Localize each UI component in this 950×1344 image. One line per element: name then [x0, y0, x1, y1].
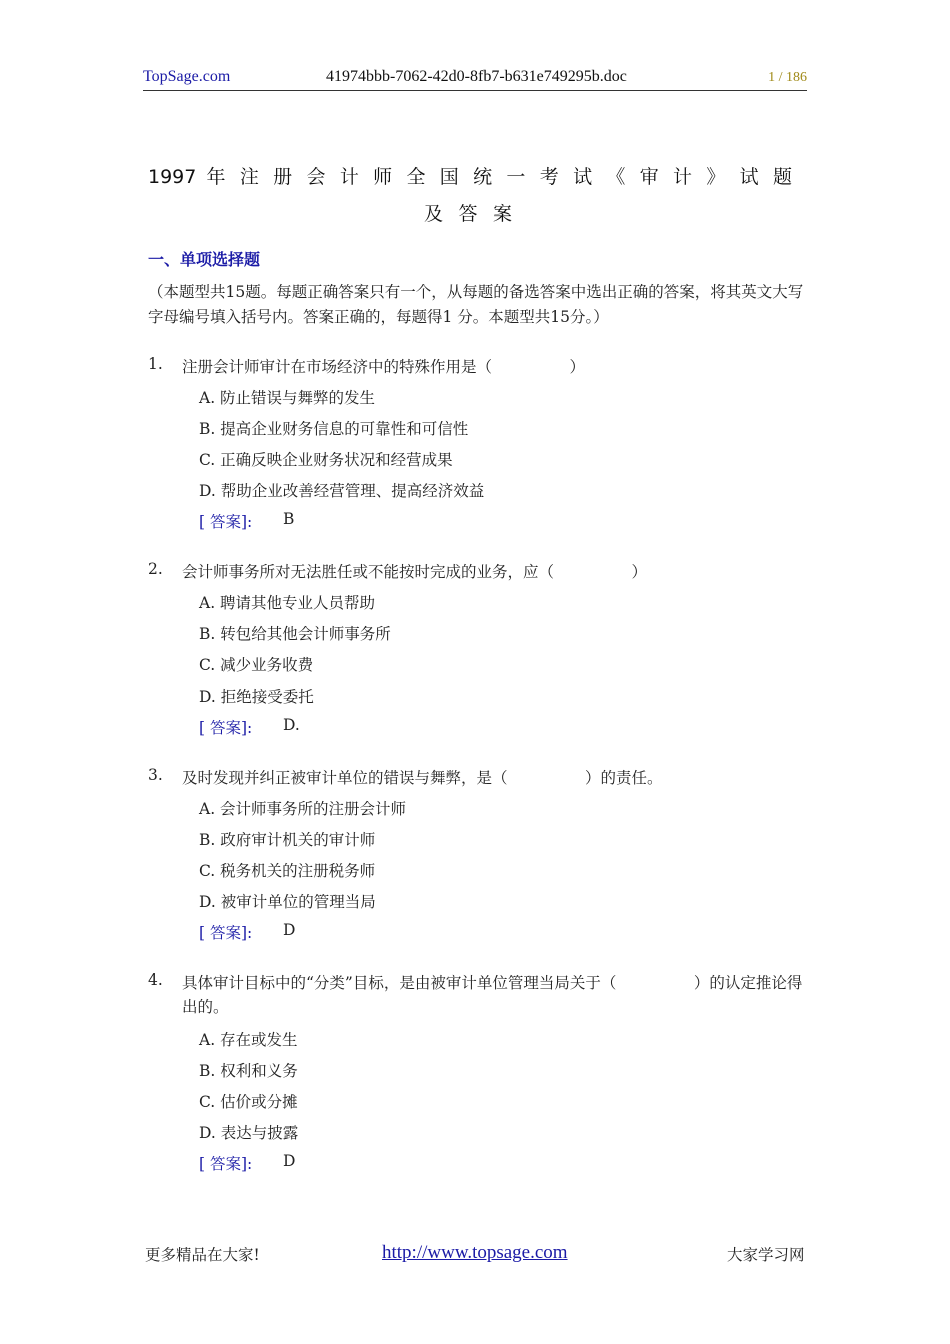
site-name[interactable]: TopSage.com	[143, 68, 231, 85]
answer-value: D	[283, 921, 296, 939]
option-c: C. 减少业务收费	[199, 656, 314, 674]
option-c: C. 正确反映企业财务状况和经营成果	[199, 451, 453, 469]
page-indicator: 1 / 186	[768, 70, 807, 85]
option-c: C. 估价或分摊	[199, 1093, 298, 1111]
section-intro: （本题型共15题。每题正确答案只有一个，从每题的备选答案中选出正确的答案，将其英文大写字母编号填入括号内。答案正确的，每题得1 分。本题型共15分。）	[148, 283, 804, 326]
page-header	[143, 68, 807, 91]
answer-label: [ 答案]:	[199, 924, 253, 942]
answer-value: D.	[283, 716, 300, 734]
section-heading: 一、单项选择题	[148, 250, 261, 269]
option-d: D. 被审计单位的管理当局	[199, 893, 376, 911]
question-stem: 注册会计师审计在市场经济中的特殊作用是（ ）	[182, 358, 586, 376]
option-b: B. 政府审计机关的审计师	[199, 831, 376, 849]
answer-label: [ 答案]:	[199, 719, 253, 737]
document-filename: 41974bbb-7062-42d0-8fb7-b631e749295b.doc	[326, 68, 627, 85]
footer-tagline: 更多精品在大家!	[145, 1246, 260, 1264]
option-b: B. 转包给其他会计师事务所	[199, 625, 391, 643]
document-title-line1: 1997 年 注 册 会 计 师 全 国 统 一 考 试 《 审 计 》 试 题	[148, 166, 792, 188]
option-d: D. 帮助企业改善经营管理、提高经济效益	[199, 482, 485, 500]
answer-label: [ 答案]:	[199, 513, 253, 531]
answer-label: [ 答案]:	[199, 1155, 253, 1173]
footer-brand: 大家学习网	[727, 1246, 805, 1264]
question-stem: 会计师事务所对无法胜任或不能按时完成的业务，应（ ）	[182, 563, 648, 581]
option-b: B. 提高企业财务信息的可靠性和可信性	[199, 420, 469, 438]
question-number: 3.	[148, 766, 163, 784]
option-a: A. 存在或发生	[199, 1031, 298, 1049]
document-title-line2: 及 答 案	[424, 203, 512, 225]
option-d: D. 表达与披露	[199, 1124, 299, 1142]
question-number: 4.	[148, 971, 163, 989]
option-a: A. 防止错误与舞弊的发生	[199, 389, 376, 407]
answer-value: B	[283, 510, 295, 528]
option-a: A. 聘请其他专业人员帮助	[199, 594, 376, 612]
answer-value: D	[283, 1152, 296, 1170]
question-stem: 及时发现并纠正被审计单位的错误与舞弊，是（ ）的责任。	[182, 769, 663, 787]
option-d: D. 拒绝接受委托	[199, 688, 314, 706]
option-c: C. 税务机关的注册税务师	[199, 862, 376, 880]
question-stem: 具体审计目标中的“分类”目标，是由被审计单位管理当局关于（ ）的认定推论得出的。	[182, 974, 803, 1016]
option-a: A. 会计师事务所的注册会计师	[199, 800, 407, 818]
footer-link[interactable]: http://www.topsage.com	[382, 1242, 568, 1263]
option-b: B. 权利和义务	[199, 1062, 298, 1080]
question-number: 1.	[148, 355, 163, 373]
question-number: 2.	[148, 560, 163, 578]
